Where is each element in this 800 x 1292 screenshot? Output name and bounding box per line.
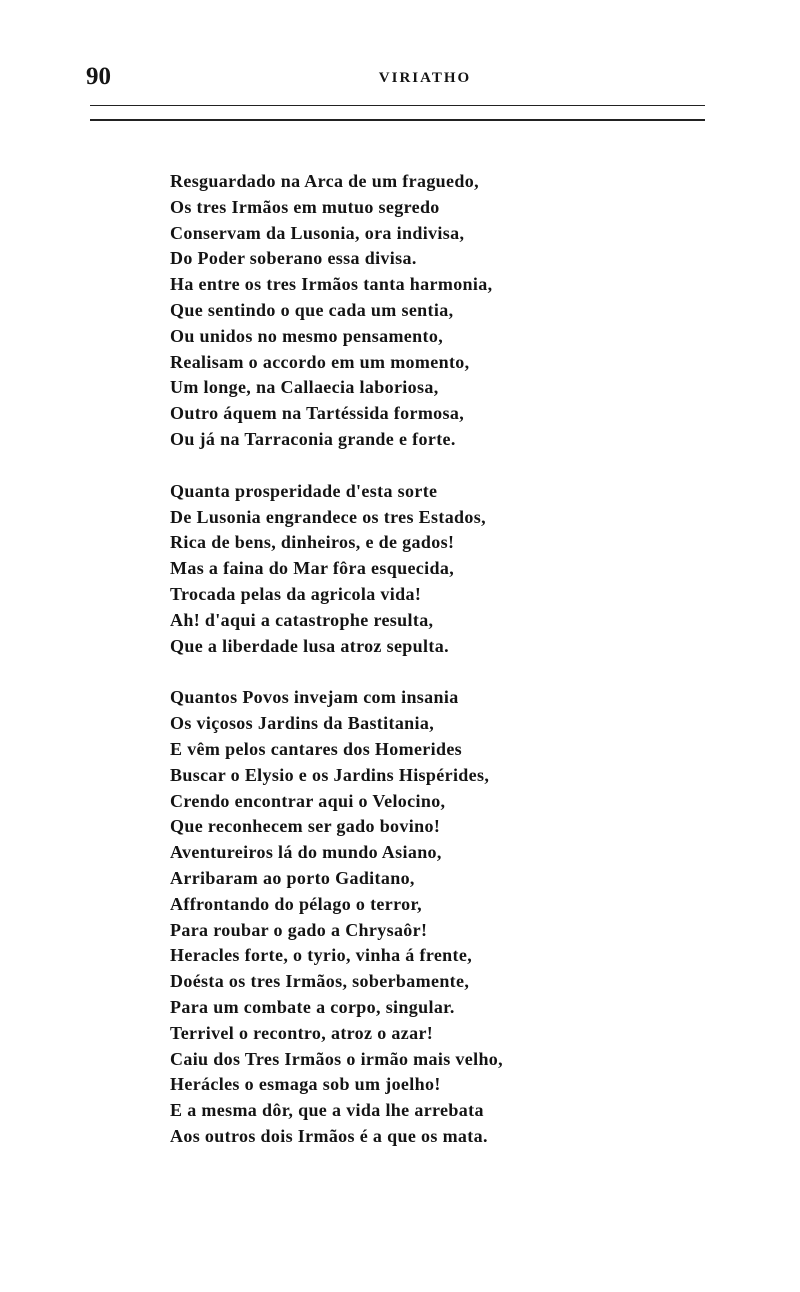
page-number: 90	[86, 63, 111, 90]
verse-line: Mas a faina do Mar fôra esquecida,	[170, 558, 455, 579]
verse-line: Para roubar o gado a Chrysaôr!	[170, 919, 428, 940]
header-rule-top	[90, 105, 705, 106]
verse-line: Rica de bens, dinheiros, e de gados!	[170, 532, 455, 553]
verse-line: Trocada pelas da agricola vida!	[170, 583, 422, 604]
verse-line: Um longe, na Callaecia laboriosa,	[170, 377, 439, 398]
running-title: VIRIATHO	[378, 70, 472, 86]
verse-line: Aos outros dois Irmãos é a que os mata.	[170, 1125, 488, 1146]
verse-line: Para um combate a corpo, singular.	[170, 996, 455, 1017]
verse-line: Do Poder soberano essa divisa.	[170, 248, 417, 269]
verse-line: Herácles o esmaga sob um joelho!	[170, 1074, 441, 1095]
stanza	[170, 479, 730, 660]
verse-line: Os viçosos Jardins da Bastitania,	[170, 713, 435, 734]
verse-line: Ou já na Tarraconia grande e forte.	[170, 428, 456, 449]
verse-line: Ah! d'aqui a catastrophe resulta,	[170, 609, 434, 630]
verse-line: Quantos Povos invejam com insania	[170, 687, 459, 708]
verse-line: Ou unidos no mesmo pensamento,	[170, 325, 444, 346]
verse-line: Crendo encontrar aqui o Velocino,	[170, 790, 446, 811]
verse-line: Caiu dos Tres Irmãos o irmão mais velho,	[170, 1048, 504, 1069]
poem-body	[170, 169, 730, 1150]
verse-line: E vêm pelos cantares dos Homerides	[170, 738, 463, 759]
verse-line: Que sentindo o que cada um sentia,	[170, 299, 454, 320]
verse-line: Ha entre os tres Irmãos tanta harmonia,	[170, 274, 493, 295]
verse-line: Que reconhecem ser gado bovino!	[170, 816, 441, 837]
verse-line: Heracles forte, o tyrio, vinha á frente,	[170, 945, 473, 966]
verse-line: Arribaram ao porto Gaditano,	[170, 867, 415, 888]
verse-line: Resguardado na Arca de um fraguedo,	[170, 171, 479, 191]
verse-line: Conservam da Lusonia, ora indivisa,	[170, 222, 465, 243]
verse-line: Os tres Irmãos em mutuo segredo	[170, 196, 440, 217]
stanza	[170, 169, 730, 453]
verse-line: Quanta prosperidade d'esta sorte	[170, 480, 438, 501]
verse-line: Terrivel o recontro, atroz o azar!	[170, 1022, 434, 1043]
verse-line: Realisam o accordo em um momento,	[170, 351, 470, 372]
verse-line: De Lusonia engrandece os tres Estados,	[170, 506, 486, 527]
verse-line: Buscar o Elysio e os Jardins Hispérides,	[170, 764, 490, 785]
verse-line: Doésta os tres Irmãos, soberbamente,	[170, 971, 470, 992]
stanza	[170, 685, 730, 1149]
verse-line: Que a liberdade lusa atroz sepulta.	[170, 635, 449, 656]
verse-line: Outro áquem na Tartéssida formosa,	[170, 403, 465, 424]
verse-line: Aventureiros lá do mundo Asiano,	[170, 842, 442, 863]
verse-line: Affrontando do pélago o terror,	[170, 893, 423, 914]
verse-line: E a mesma dôr, que a vida lhe arrebata	[170, 1100, 484, 1121]
header-rule-bottom	[90, 119, 705, 121]
